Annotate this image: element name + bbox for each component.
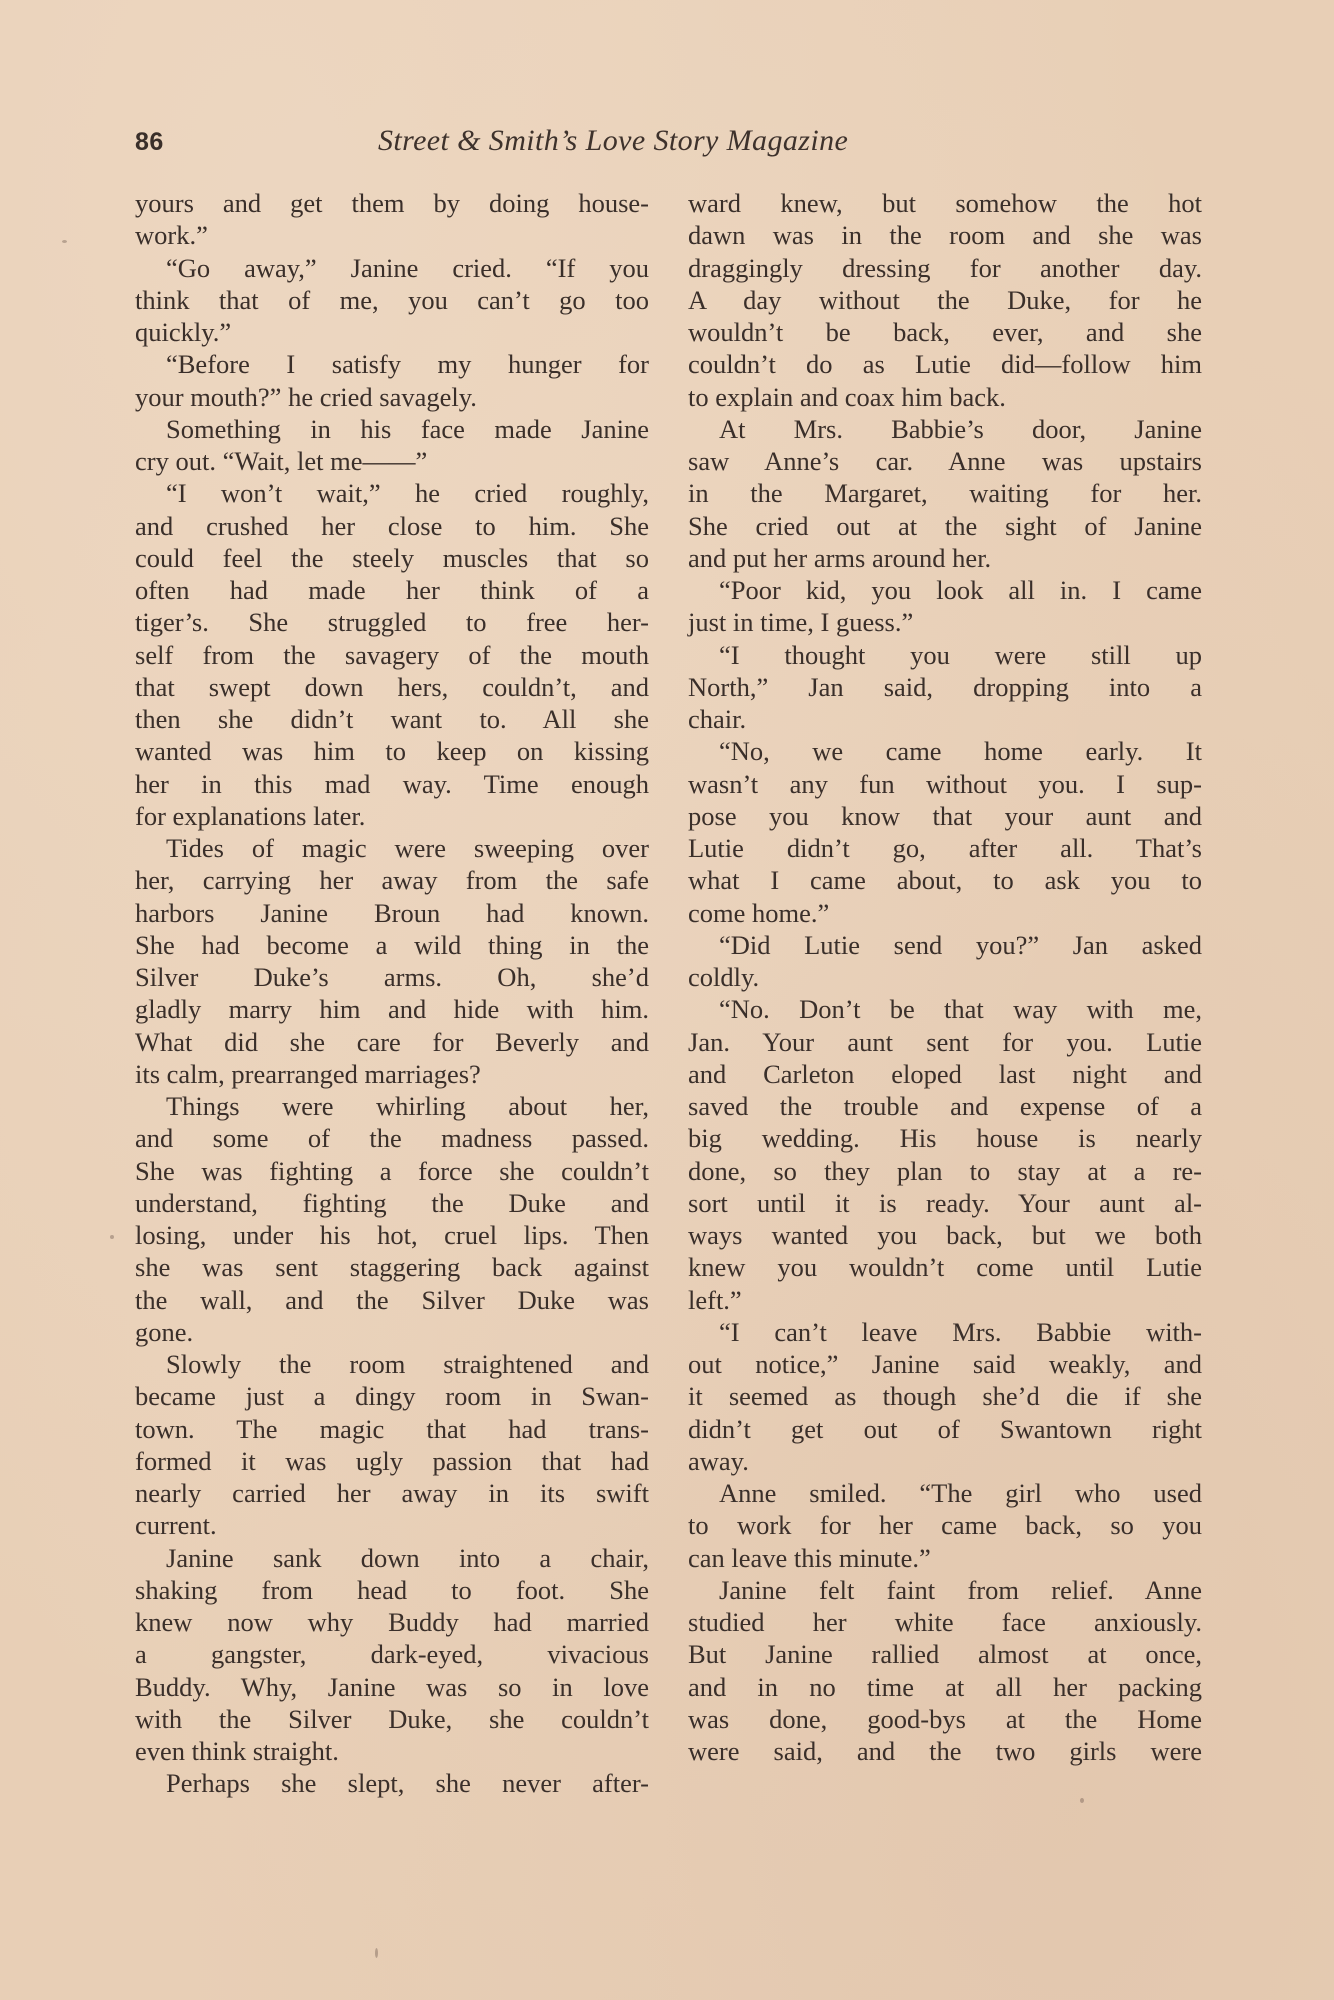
text-line: Silver Duke’s arms. Oh, she’d [135,962,649,992]
text-line: wanted was him to keep on kissing [135,736,649,767]
text-line: could feel the steely muscles that so [135,542,649,573]
text-line: She cried out at the sight of Janine [688,510,1202,541]
text-line: wouldn’t be back, ever, and she [688,317,1202,347]
text-column-left [135,187,649,1800]
text-line: just in time, I guess.” [688,607,914,638]
text-line: and put her arms around her. [688,542,992,573]
text-line: Things were whirling about her, [166,1091,649,1121]
text-line: left.” [688,1284,742,1315]
text-line: and crushed her close to him. She [135,510,649,541]
text-line: studied her white face anxiously. [688,1607,1202,1637]
text-line: think that of me, you can’t go too [135,284,649,315]
text-line: current. [135,1510,217,1541]
text-line: knew you wouldn’t come until Lutie [688,1252,1202,1283]
text-line: ways wanted you back, but we both [688,1220,1202,1250]
text-line: then she didn’t want to. All she [135,704,649,734]
running-head [135,124,1205,164]
text-line: “No. Don’t be that way with me, [719,994,1202,1025]
text-line: “Poor kid, you look all in. I came [719,575,1202,605]
text-line: in the Margaret, waiting for her. [688,478,1202,509]
text-line: were said, and the two girls were [688,1736,1202,1766]
text-line: its calm, prearranged marriages? [135,1058,481,1089]
text-line: Something in his face made Janine [166,413,649,444]
text-line: her, carrying her away from the safe [135,865,649,896]
text-line: didn’t get out of Swantown right [688,1413,1202,1444]
text-line: North,” Jan said, dropping into a [688,671,1202,702]
text-line: Anne smiled. “The girl who used [719,1478,1202,1508]
text-line: dawn was in the room and she was [688,220,1202,251]
text-line: became just a dingy room in Swan- [135,1381,649,1412]
text-line: tiger’s. She struggled to free her- [135,607,649,638]
text-line: Perhaps she slept, she never after- [166,1768,649,1799]
text-line: even think straight. [135,1736,339,1766]
text-line: yours and get them by doing house- [135,188,649,218]
text-line: Janine sank down into a chair, [166,1542,649,1573]
text-line: But Janine rallied almost at once, [688,1639,1202,1670]
text-line: away. [688,1445,749,1476]
text-line: was done, good-bys at the Home [688,1703,1202,1734]
text-line: wasn’t any fun without you. I sup- [688,768,1202,799]
text-line: losing, under his hot, cruel lips. Then [135,1220,649,1250]
text-line: Jan. Your aunt sent for you. Lutie [688,1026,1202,1057]
text-line: with the Silver Duke, she couldn’t [135,1703,649,1734]
text-line: ward knew, but somehow the hot [688,188,1202,218]
text-line: gone. [135,1316,194,1347]
text-line: couldn’t do as Lutie did—follow him [688,349,1202,380]
text-line: Janine felt faint from relief. Anne [719,1574,1202,1605]
text-line: She had become a wild thing in the [135,929,649,960]
text-line: cry out. “Wait, let me——” [135,446,428,476]
text-line: knew now why Buddy had married [135,1607,649,1637]
text-line: and in no time at all her packing [688,1671,1202,1702]
text-line: to work for her came back, so you [688,1510,1202,1541]
text-line: shaking from head to foot. She [135,1574,649,1605]
text-line: out notice,” Janine said weakly, and [688,1349,1202,1379]
text-line: saved the trouble and expense of a [688,1091,1202,1121]
page-number: 86 [135,128,164,156]
text-line: understand, fighting the Duke and [135,1187,649,1218]
text-line: “I can’t leave Mrs. Babbie with- [719,1316,1202,1347]
text-line: draggingly dressing for another day. [688,252,1202,283]
text-line: pose you know that your aunt and [688,800,1202,831]
text-line: to explain and coax him back. [688,381,1006,412]
text-line: she was sent staggering back against [135,1252,649,1283]
text-line: for explanations later. [135,800,366,831]
text-line: come home.” [688,897,830,928]
text-line: work.” [135,220,208,251]
text-line: At Mrs. Babbie’s door, Janine [719,413,1202,444]
text-line: “No, we came home early. It [719,736,1202,767]
text-line: What did she care for Beverly and [135,1026,649,1057]
text-line: “I thought you were still up [719,639,1202,670]
text-line: and some of the madness passed. [135,1123,649,1154]
text-line: gladly marry him and hide with him. [135,994,649,1025]
text-line: “Go away,” Janine cried. “If you [166,252,649,283]
text-line: self from the savagery of the mouth [135,639,649,670]
text-line: Tides of magic were sweeping over [166,833,649,863]
text-line: Lutie didn’t go, after all. That’s [688,833,1202,863]
paper-speck [110,1235,114,1239]
text-line: done, so they plan to stay at a re- [688,1155,1202,1186]
text-line: your mouth?” he cried savagely. [135,381,477,412]
text-line: often had made her think of a [135,575,649,605]
text-line: her in this mad way. Time enough [135,768,649,799]
magazine-title: Street & Smith’s Love Story Magazine [378,124,849,157]
text-line: Slowly the room straightened and [166,1349,649,1379]
text-line: that swept down hers, couldn’t, and [135,671,649,702]
text-line: town. The magic that had trans- [135,1413,649,1444]
text-line: “I won’t wait,” he cried roughly, [166,478,649,509]
paper-speck [62,240,67,243]
text-line: chair. [688,704,747,734]
text-line: the wall, and the Silver Duke was [135,1284,649,1315]
text-line: and Carleton eloped last night and [688,1058,1202,1089]
text-line: sort until it is ready. Your aunt al- [688,1187,1202,1218]
text-line: Buddy. Why, Janine was so in love [135,1671,649,1702]
text-line: “Before I satisfy my hunger for [166,349,649,380]
text-line: quickly.” [135,317,232,347]
text-line: big wedding. His house is nearly [688,1123,1202,1154]
paper-speck [1080,1798,1084,1803]
text-line: saw Anne’s car. Anne was upstairs [688,446,1202,476]
text-line: a gangster, dark-eyed, vivacious [135,1639,649,1670]
text-line: coldly. [688,962,760,992]
text-column-right [688,187,1202,1767]
text-line: harbors Janine Broun had known. [135,897,649,928]
text-line: A day without the Duke, for he [688,284,1202,315]
paper-speck [375,1948,378,1958]
text-line: formed it was ugly passion that had [135,1445,649,1476]
text-line: it seemed as though she’d die if she [688,1381,1202,1412]
text-line: She was fighting a force she couldn’t [135,1155,649,1186]
text-line: can leave this minute.” [688,1542,931,1573]
text-line: what I came about, to ask you to [688,865,1202,896]
text-line: “Did Lutie send you?” Jan asked [719,929,1202,960]
text-line: nearly carried her away in its swift [135,1478,649,1508]
